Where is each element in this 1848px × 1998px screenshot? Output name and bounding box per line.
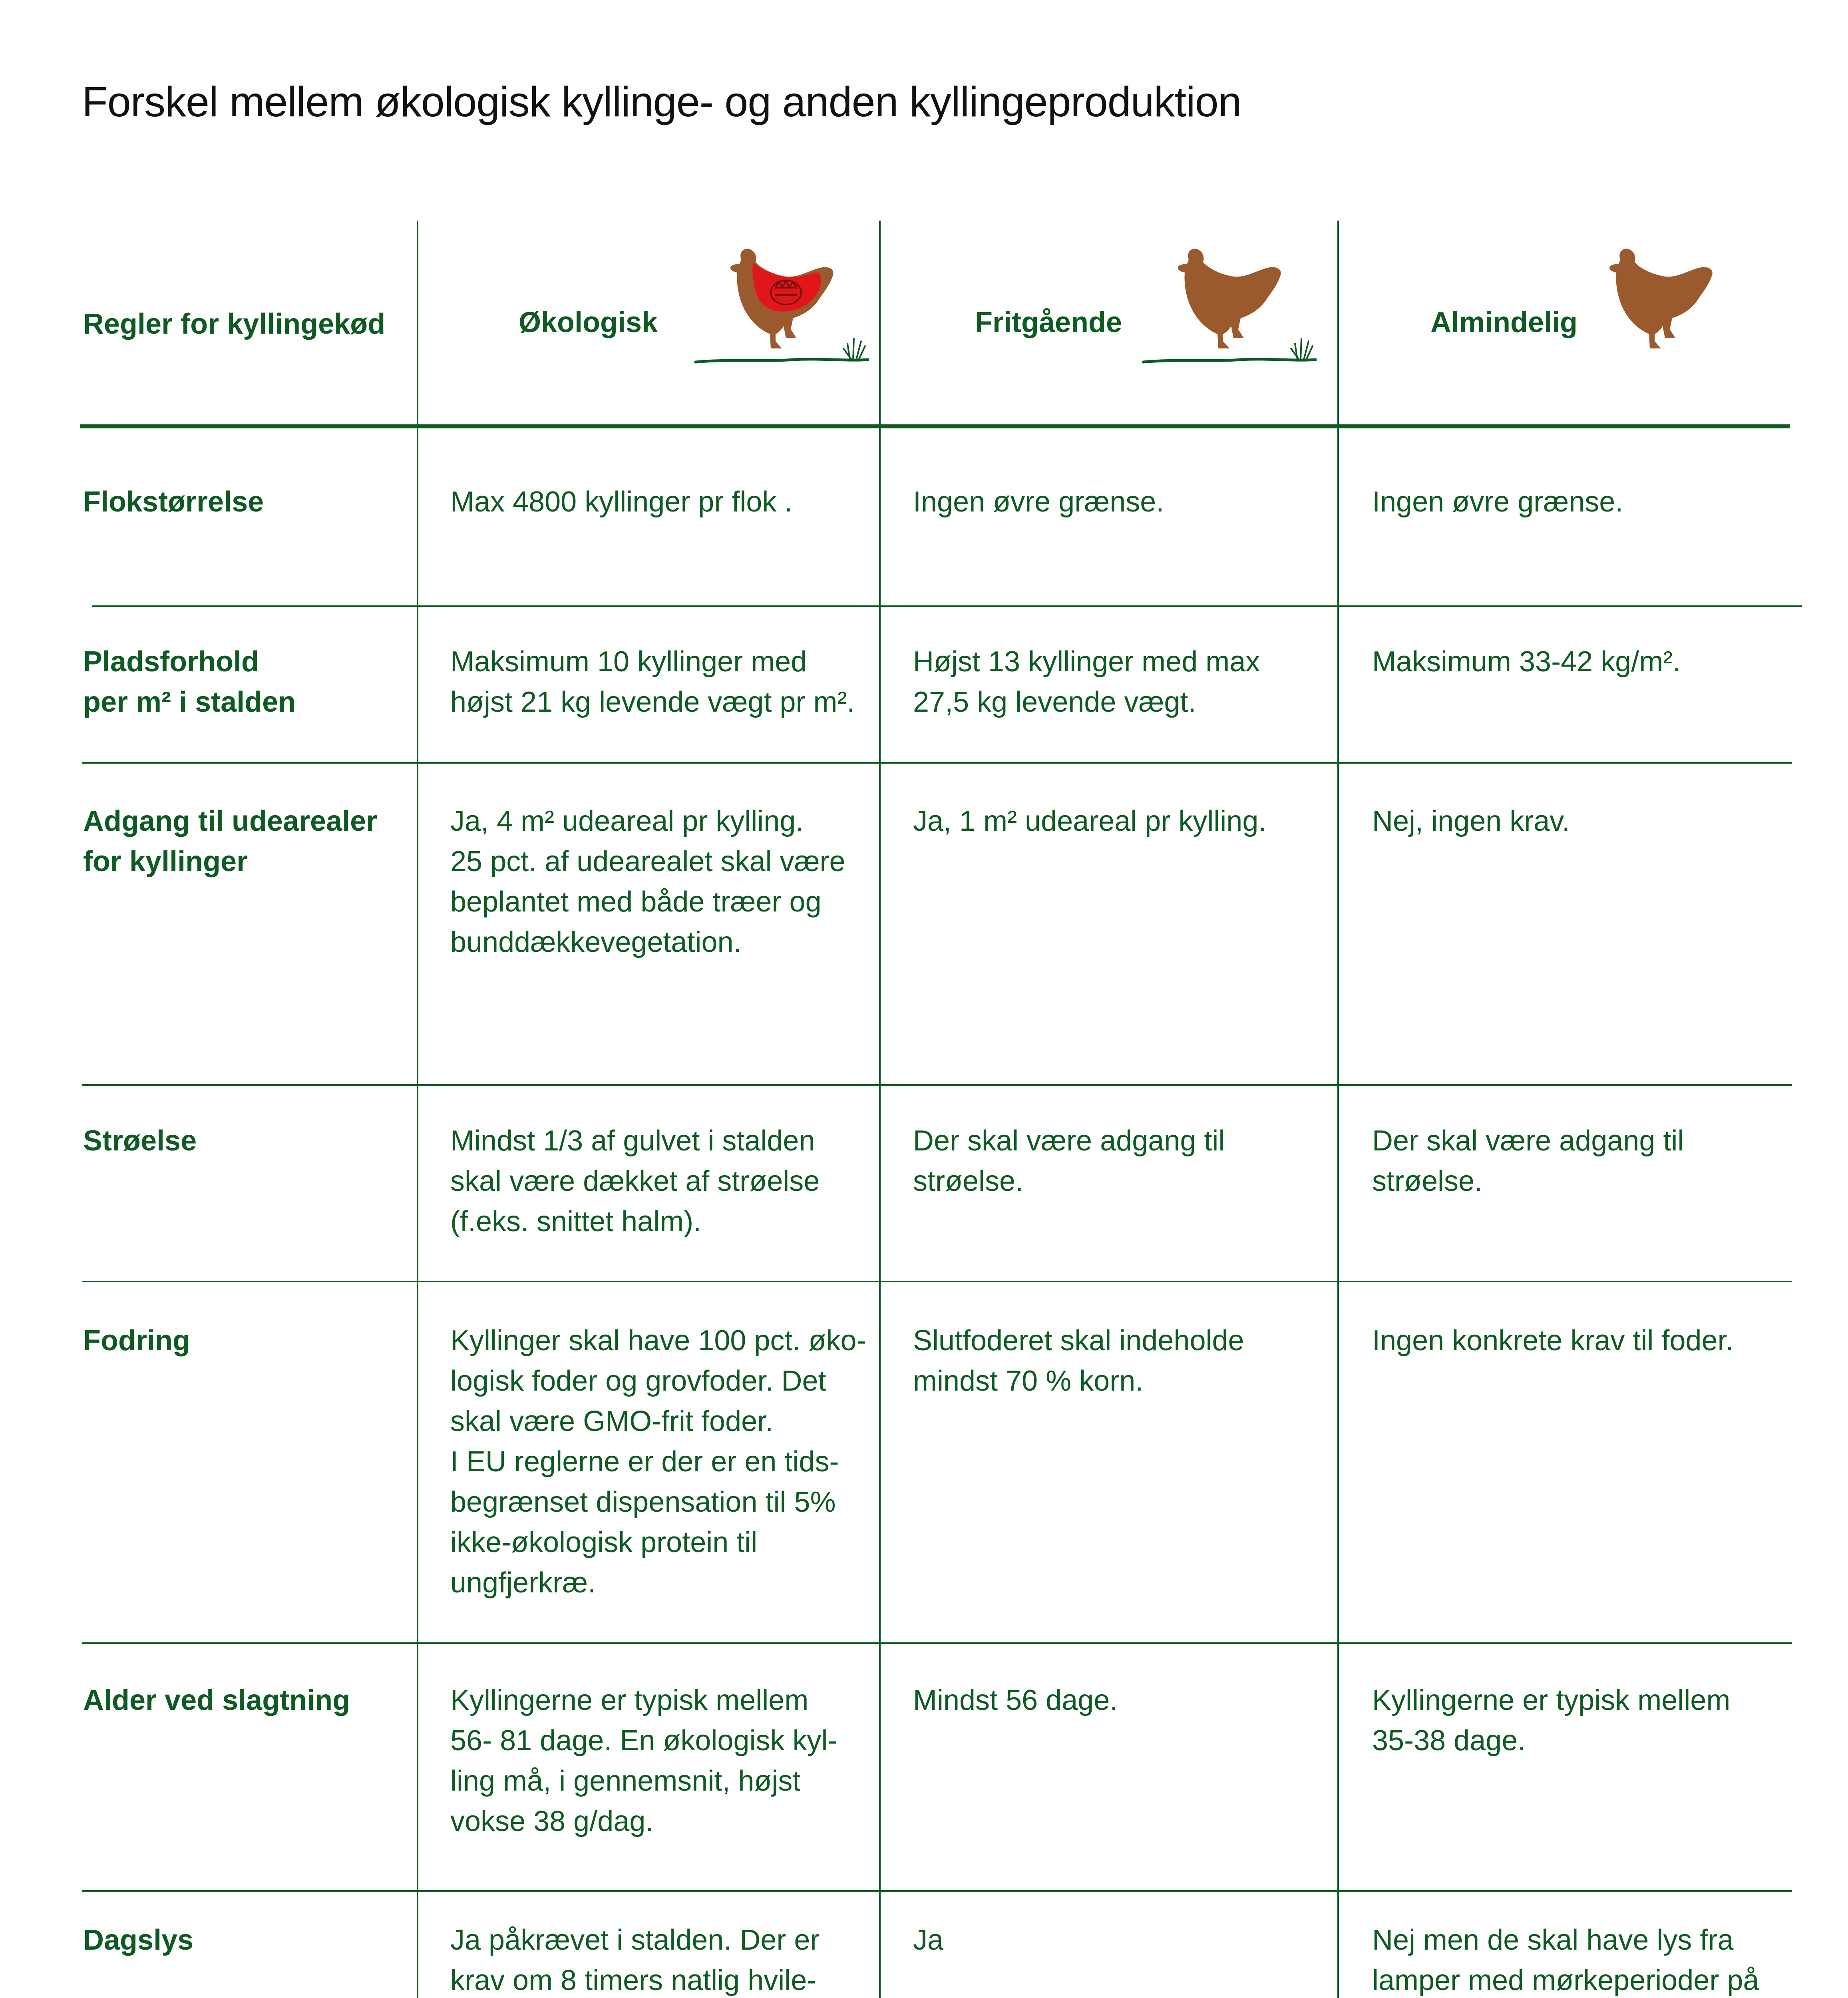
row-label-slaughter-age: Alder ved slagtning <box>83 1684 350 1716</box>
row-label-space: Pladsforhold per m² i stalden <box>83 646 296 718</box>
cell-organic-space: Maksimum 10 kyllinger med højst 21 kg levende vægt pr m². <box>450 646 855 718</box>
cell-conventional-daylight: Nej men de skal have lys fra lamper med mørkeperioder på <box>1372 1924 1759 1996</box>
row-label-daylight: Dagslys <box>83 1924 194 1956</box>
row-divider <box>82 1281 1792 1282</box>
cell-free-range-litter: Der skal være adgang til strøelse. <box>913 1125 1225 1197</box>
cell-conventional-litter: Der skal være adgang til strøelse. <box>1372 1125 1684 1197</box>
cell-organic-feeding: Kyllinger skal have 100 pct. øko- logisk foder og grovfoder. Det skal være GMO-frit foder. I EU reglerne er der er en tids- begrænset dispensation til 5% ikke-økologisk protein til ungfjerkræ. <box>450 1325 866 1599</box>
row-divider <box>82 762 1792 764</box>
cell-free-range-slaughter-age: Mindst 56 dage. <box>913 1684 1118 1716</box>
cell-organic-litter: Mindst 1/3 af gulvet i stalden skal være dækket af strøelse (f.eks. snittet halm). <box>450 1125 820 1238</box>
cell-conventional-slaughter-age: Kyllingerne er typisk mellem 35-38 dage. <box>1372 1684 1731 1757</box>
organic-hen-icon <box>693 244 869 368</box>
cell-conventional-space: Maksimum 33-42 kg/m². <box>1372 646 1681 678</box>
row-label-feeding: Fodring <box>83 1325 190 1357</box>
cell-conventional-feeding: Ingen konkrete krav til foder. <box>1372 1325 1734 1357</box>
conventional-hen-icon <box>1572 244 1732 368</box>
column-heading-free-range: Fritgående <box>975 306 1122 338</box>
row-divider <box>92 605 1802 607</box>
cell-organic-flock-size: Max 4800 kyllinger pr flok . <box>450 486 793 518</box>
column-heading-organic: Økologisk <box>519 306 658 338</box>
column-divider-2 <box>879 221 881 1998</box>
cell-free-range-feeding: Slutfoderet skal indeholde mindst 70 % korn. <box>913 1325 1244 1397</box>
row-label-outdoor-access: Adgang til udearealer for kyllinger <box>83 805 378 878</box>
rules-heading: Regler for kyllingekød <box>83 308 386 340</box>
column-divider-3 <box>1337 221 1339 1998</box>
column-heading-conventional: Almindelig <box>1430 306 1578 338</box>
cell-free-range-flock-size: Ingen øvre grænse. <box>913 486 1164 518</box>
cell-organic-slaughter-age: Kyllingerne er typisk mellem 56- 81 dage. En økologisk kyl- ling må, i gennemsnit, højst vokse 38 g/dag. <box>450 1684 837 1837</box>
cell-conventional-flock-size: Ingen øvre grænse. <box>1372 486 1623 518</box>
row-divider <box>82 1084 1792 1086</box>
row-label-flock-size: Flokstørrelse <box>83 486 264 518</box>
header-divider <box>80 424 1790 428</box>
cell-free-range-outdoor-access: Ja, 1 m² udeareal pr kylling. <box>913 805 1267 837</box>
page-title: Forskel mellem økologisk kyllinge- og anden kyllingeproduktion <box>82 78 1241 125</box>
cell-free-range-daylight: Ja <box>913 1924 944 1956</box>
row-divider <box>82 1890 1792 1892</box>
cell-conventional-outdoor-access: Nej, ingen krav. <box>1372 805 1570 837</box>
row-label-litter: Strøelse <box>83 1125 197 1157</box>
cell-organic-outdoor-access: Ja, 4 m² udeareal pr kylling. 25 pct. af udearealet skal være beplantet med både træer og bunddækkevegetation. <box>450 805 845 958</box>
free-range-hen-icon <box>1141 244 1317 368</box>
column-divider-1 <box>417 221 418 1998</box>
row-divider <box>82 1642 1792 1644</box>
cell-organic-daylight: Ja påkrævet i stalden. Der er krav om 8 timers natlig hvile- <box>450 1924 820 1996</box>
cell-free-range-space: Højst 13 kyllinger med max 27,5 kg levende vægt. <box>913 646 1260 718</box>
